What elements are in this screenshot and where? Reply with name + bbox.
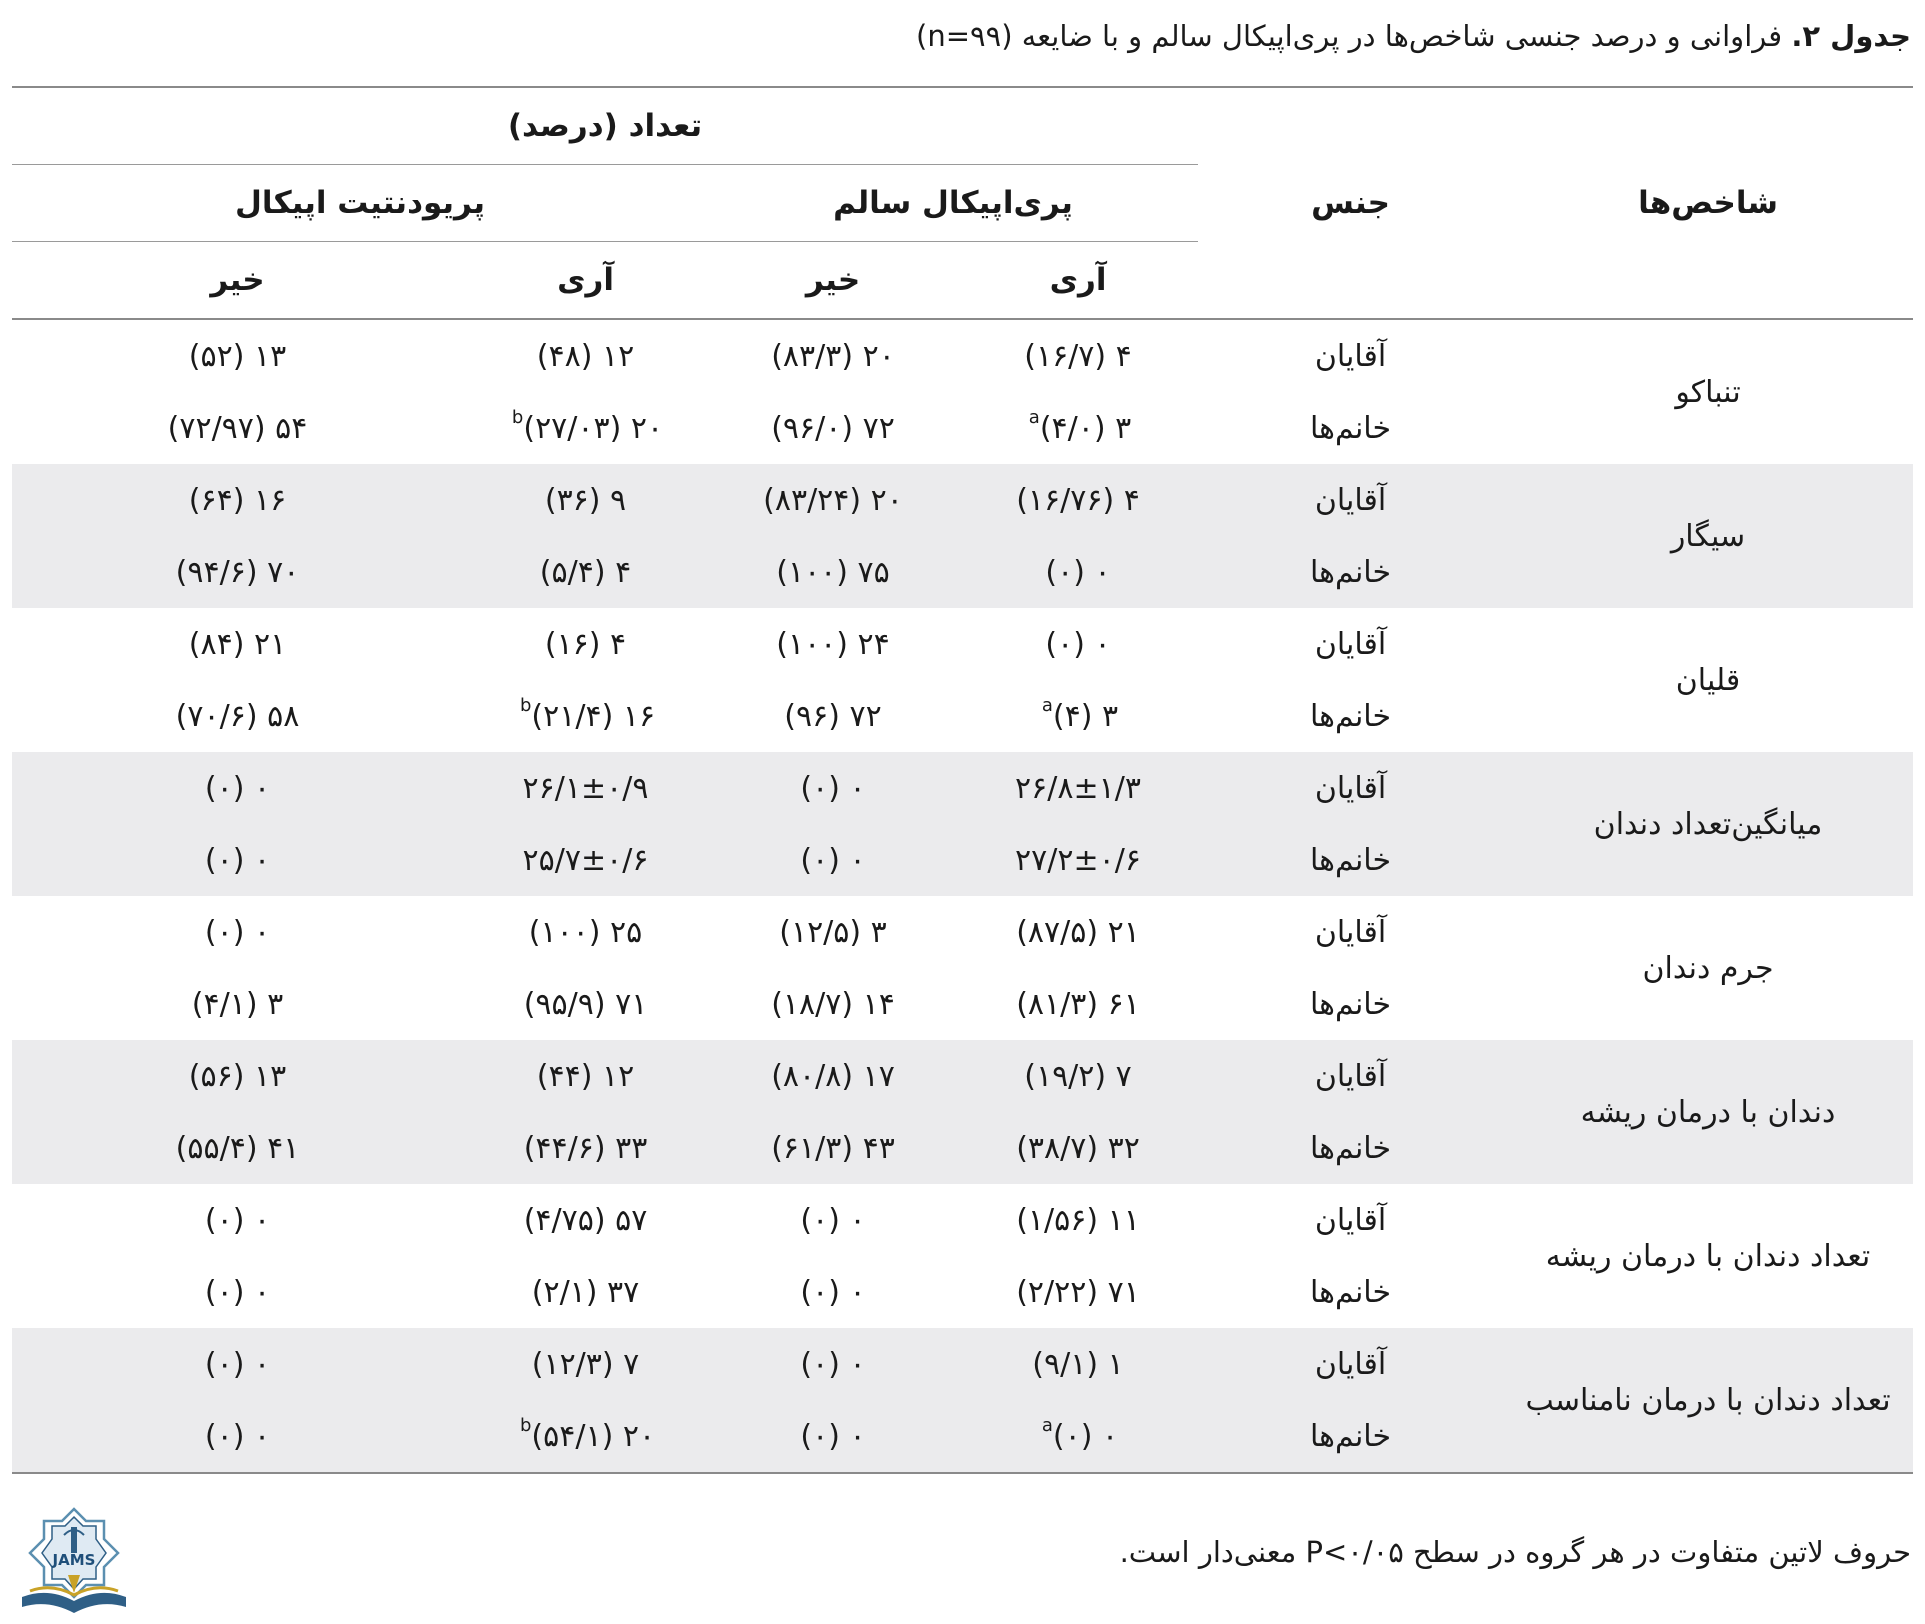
header-periodontitis-no: خیر [12, 242, 463, 320]
healthy-yes-cell-value: ۴ (۱۶/۷) [1024, 338, 1132, 374]
healthy-yes-cell-value: ۳ (۴) [1052, 698, 1119, 734]
healthy-no-cell [708, 536, 958, 608]
periodontitis-no-cell [12, 392, 463, 464]
periodontitis-yes-cell [463, 752, 708, 824]
periodontitis-yes-cell [463, 536, 708, 608]
data-table [12, 86, 1913, 1474]
periodontitis-no-cell [12, 1256, 463, 1328]
healthy-no-cell-value: ۰ (۰) [800, 1202, 866, 1238]
periodontitis-yes-cell [463, 392, 708, 464]
healthy-no-cell-value: ۰ (۰) [800, 1418, 866, 1454]
logo-text: JAMS [52, 1551, 96, 1569]
periodontitis-yes-cell [463, 824, 708, 896]
healthy-yes-cell-value: ۱۱ (۱/۵۶) [1016, 1202, 1140, 1238]
jams-logo-icon [14, 1505, 134, 1617]
periodontitis-no-cell [12, 1112, 463, 1184]
periodontitis-no-cell-value: ۰ (۰) [204, 842, 271, 878]
periodontitis-yes-cell [463, 1400, 708, 1473]
periodontitis-yes-cell-value: ۲۰ (۲۷/۰۳) [523, 410, 664, 446]
periodontitis-no-cell-value: ۲۱ (۸۴) [188, 626, 287, 662]
periodontitis-no-cell [12, 536, 463, 608]
healthy-no-cell [708, 1040, 958, 1112]
header-healthy-no: خیر [708, 242, 958, 320]
sex-cell [1198, 896, 1503, 968]
healthy-yes-cell-value: ۲۱ (۸۷/۵) [1016, 914, 1140, 950]
healthy-no-cell [708, 824, 958, 896]
healthy-no-cell-value: ۲۴ (۱۰۰) [776, 626, 890, 662]
periodontitis-no-cell-value: ۱۳ (۵۶) [188, 1058, 287, 1094]
sex-cell [1198, 1256, 1503, 1328]
healthy-yes-cell [958, 1112, 1198, 1184]
healthy-no-cell-value: ۷۵ (۱۰۰) [776, 554, 890, 590]
healthy-yes-cell [958, 896, 1198, 968]
sex-cell-value: آقایان [1314, 1202, 1387, 1238]
indicator-cell: تعداد دندان با درمان ریشه [1545, 1238, 1871, 1274]
indicator-cell: میانگین‌تعداد دندان [1503, 752, 1913, 896]
sex-cell-value: آقایان [1314, 1346, 1387, 1382]
periodontitis-no-cell [12, 1400, 463, 1473]
healthy-no-cell-value: ۰ (۰) [800, 1274, 866, 1310]
periodontitis-no-cell-value: ۰ (۰) [204, 1202, 271, 1238]
healthy-yes-cell [958, 680, 1198, 752]
healthy-no-cell-value: ۲۰ (۸۳/۲۴) [763, 482, 903, 518]
indicator-cell: دندان با درمان ریشه [1503, 1040, 1913, 1184]
sex-cell [1198, 1400, 1503, 1473]
periodontitis-no-cell [12, 1040, 463, 1112]
healthy-no-cell-value: ۰ (۰) [800, 1346, 866, 1382]
sex-cell-value: خانم‌ها [1310, 410, 1391, 446]
periodontitis-yes-cell [463, 608, 708, 680]
healthy-yes-cell [958, 536, 1198, 608]
healthy-yes-cell [958, 968, 1198, 1040]
periodontitis-yes-cell-value: ۷ (۱۲/۳) [531, 1346, 640, 1382]
periodontitis-no-cell-value: ۰ (۰) [204, 770, 271, 806]
indicator-cell: قلیان [1675, 662, 1741, 698]
sex-cell [1198, 824, 1503, 896]
sex-cell-value: آقایان [1314, 482, 1387, 518]
healthy-no-cell [708, 1328, 958, 1400]
healthy-yes-cell-value: ۳۲ (۳۸/۷) [1016, 1130, 1140, 1166]
significance-mark: b [511, 406, 524, 428]
periodontitis-no-cell [12, 752, 463, 824]
periodontitis-yes-cell-value: ۲۰ (۵۴/۱) [531, 1418, 656, 1454]
sex-cell [1198, 680, 1503, 752]
periodontitis-yes-cell [463, 1040, 708, 1112]
periodontitis-yes-cell [463, 1112, 708, 1184]
sex-cell-value: خانم‌ها [1310, 1274, 1391, 1310]
indicator-cell: تنباکو [1675, 374, 1741, 410]
header-indicators: شاخص‌ها [1503, 87, 1913, 319]
healthy-yes-cell [958, 1256, 1198, 1328]
periodontitis-no-cell [12, 968, 463, 1040]
significance-mark: a [1041, 694, 1053, 716]
healthy-no-cell-value: ۷۲ (۹۶/۰) [771, 410, 895, 446]
healthy-no-cell [708, 752, 958, 824]
healthy-yes-cell-value: ۴ (۱۶/۷۶) [1016, 482, 1140, 518]
table-row [12, 1328, 1913, 1400]
table-row [12, 1184, 1913, 1256]
periodontitis-yes-cell-value: ۳۷ (۲/۱) [531, 1274, 640, 1310]
periodontitis-yes-cell [463, 896, 708, 968]
periodontitis-yes-cell-value: ۳۳ (۴۴/۶) [523, 1130, 648, 1166]
periodontitis-yes-cell [463, 968, 708, 1040]
periodontitis-yes-cell-value: ۴ (۱۶) [544, 626, 627, 662]
sex-cell-value: خانم‌ها [1310, 842, 1391, 878]
healthy-no-cell [708, 1256, 958, 1328]
periodontitis-no-cell-value: ۵۸ (۷۰/۶) [175, 698, 300, 734]
caption-text: فراوانی و درصد جنسی شاخص‌ها در پری‌اپیکال سالم و با ضایعه (n=۹۹) [916, 19, 1783, 53]
header-count-percent: تعداد (درصد) [12, 87, 1198, 165]
healthy-no-cell-value: ۷۲ (۹۶) [784, 698, 882, 734]
healthy-yes-cell [958, 464, 1198, 536]
sex-cell [1198, 536, 1503, 608]
healthy-no-cell [708, 1184, 958, 1256]
healthy-no-cell-value: ۴۳ (۶۱/۳) [771, 1130, 895, 1166]
periodontitis-yes-cell [463, 680, 708, 752]
periodontitis-yes-cell-value: ۱۶ (۲۱/۴) [531, 698, 656, 734]
healthy-yes-cell-value: ۱ (۹/۱) [1032, 1346, 1124, 1382]
periodontitis-no-cell-value: ۵۴ (۷۲/۹۷) [167, 410, 308, 446]
periodontitis-yes-cell [463, 1256, 708, 1328]
healthy-no-cell-value: ۱۴ (۱۸/۷) [771, 986, 895, 1022]
periodontitis-yes-cell-value: ۲۵ (۱۰۰) [528, 914, 643, 950]
healthy-yes-cell-value: ۳ (۴/۰) [1039, 410, 1132, 446]
healthy-yes-cell [958, 1400, 1198, 1473]
healthy-yes-cell [958, 1040, 1198, 1112]
table-row [12, 896, 1913, 968]
periodontitis-no-cell-value: ۰ (۰) [204, 1274, 271, 1310]
periodontitis-no-cell-value: ۴۱ (۵۵/۴) [175, 1130, 300, 1166]
periodontitis-no-cell-value: ۷۰ (۹۴/۶) [175, 554, 300, 590]
significance-mark: b [519, 694, 532, 716]
periodontitis-no-cell-value: ۰ (۰) [204, 1346, 271, 1382]
periodontitis-yes-cell-value: ۲۶/۱±۰/۹ [522, 770, 649, 806]
healthy-yes-cell [958, 1184, 1198, 1256]
sex-cell [1198, 464, 1503, 536]
periodontitis-no-cell [12, 896, 463, 968]
periodontitis-no-cell-value: ۰ (۰) [204, 914, 271, 950]
header-periodontitis-yes: آری [463, 242, 708, 320]
periodontitis-no-cell [12, 319, 463, 392]
periodontitis-yes-cell-value: ۹ (۳۶) [544, 482, 627, 518]
healthy-yes-cell [958, 824, 1198, 896]
jams-logo [14, 1505, 134, 1617]
table-body [12, 319, 1913, 1473]
significance-mark: a [1028, 406, 1040, 428]
sex-cell-value: خانم‌ها [1310, 986, 1391, 1022]
header-healthy-yes: آری [958, 242, 1198, 320]
indicator-cell: سیگار [1503, 464, 1913, 608]
sex-cell-value: خانم‌ها [1310, 1418, 1391, 1454]
healthy-no-cell [708, 608, 958, 680]
footnote: حروف لاتین متفاوت در هر گروه در سطح P<۰/۰۵ معنی‌دار است. [1119, 1535, 1911, 1569]
periodontitis-yes-cell [463, 319, 708, 392]
healthy-no-cell [708, 1400, 958, 1473]
sex-cell [1198, 1184, 1503, 1256]
periodontitis-no-cell-value: ۰ (۰) [204, 1418, 271, 1454]
periodontitis-yes-cell-value: ۵۷ (۴/۷۵) [523, 1202, 648, 1238]
periodontitis-yes-cell-value: ۱۲ (۴۴) [536, 1058, 635, 1094]
periodontitis-no-cell-value: ۳ (۴/۱) [191, 986, 284, 1022]
healthy-yes-cell-value: ۲۶/۸±۱/۳ [1015, 770, 1141, 806]
table-caption [31, 14, 1911, 58]
periodontitis-yes-cell-value: ۲۵/۷±۰/۶ [522, 842, 649, 878]
sex-cell-value: آقایان [1314, 770, 1387, 806]
healthy-no-cell-value: ۰ (۰) [800, 842, 866, 878]
sex-cell [1198, 608, 1503, 680]
healthy-no-cell-value: ۰ (۰) [800, 770, 866, 806]
periodontitis-yes-cell [463, 1328, 708, 1400]
healthy-yes-cell-value: ۶۱ (۸۱/۳) [1016, 986, 1140, 1022]
header-healthy: پری‌اپیکال سالم [708, 165, 1198, 242]
periodontitis-no-cell-value: ۱۶ (۶۴) [188, 482, 287, 518]
periodontitis-yes-cell-value: ۱۲ (۴۸) [536, 338, 635, 374]
healthy-no-cell-value: ۱۷ (۸۰/۸) [771, 1058, 895, 1094]
periodontitis-yes-cell-value: ۴ (۵/۴) [539, 554, 632, 590]
sex-cell-value: آقایان [1314, 626, 1387, 662]
sex-cell [1198, 752, 1503, 824]
healthy-no-cell-value: ۲۰ (۸۳/۳) [771, 338, 895, 374]
healthy-yes-cell [958, 752, 1198, 824]
healthy-no-cell [708, 896, 958, 968]
sex-cell-value: آقایان [1314, 338, 1387, 374]
table-row [12, 752, 1913, 824]
periodontitis-no-cell [12, 464, 463, 536]
sex-cell [1198, 1040, 1503, 1112]
healthy-no-cell [708, 1112, 958, 1184]
healthy-yes-cell [958, 319, 1198, 392]
periodontitis-no-cell [12, 824, 463, 896]
healthy-no-cell [708, 680, 958, 752]
healthy-no-cell [708, 464, 958, 536]
healthy-yes-cell [958, 1328, 1198, 1400]
sex-cell [1198, 968, 1503, 1040]
healthy-no-cell-value: ۳ (۱۲/۵) [779, 914, 887, 950]
indicator-cell: تعداد دندان با درمان نامناسب [1503, 1328, 1913, 1473]
sex-cell-value: آقایان [1314, 914, 1387, 950]
periodontitis-no-cell [12, 680, 463, 752]
periodontitis-yes-cell [463, 1184, 708, 1256]
table-row [12, 608, 1913, 680]
header-sex: جنس [1198, 87, 1503, 319]
healthy-yes-cell [958, 392, 1198, 464]
healthy-yes-cell-value: ۲۷/۲±۰/۶ [1015, 842, 1141, 878]
healthy-no-cell [708, 392, 958, 464]
healthy-yes-cell [958, 608, 1198, 680]
healthy-yes-cell-value: ۰ (۰) [1045, 554, 1111, 590]
header-periodontitis: پریودنتیت اپیکال [12, 165, 708, 242]
caption-label: جدول ۲. [1791, 19, 1911, 53]
healthy-no-cell [708, 319, 958, 392]
periodontitis-no-cell [12, 1184, 463, 1256]
healthy-yes-cell-value: ۰ (۰) [1045, 626, 1111, 662]
sex-cell [1198, 1112, 1503, 1184]
healthy-yes-cell-value: ۷۱ (۲/۲۲) [1016, 1274, 1140, 1310]
sex-cell [1198, 1328, 1503, 1400]
sex-cell-value: خانم‌ها [1310, 554, 1391, 590]
periodontitis-no-cell-value: ۱۳ (۵۲) [188, 338, 287, 374]
significance-mark: a [1041, 1414, 1053, 1436]
table-row [12, 1040, 1913, 1112]
sex-cell [1198, 319, 1503, 392]
healthy-no-cell [708, 968, 958, 1040]
periodontitis-no-cell [12, 608, 463, 680]
table-row [12, 464, 1913, 536]
indicator-cell: جرم دندان [1642, 950, 1774, 986]
sex-cell-value: آقایان [1314, 1058, 1387, 1094]
table-row [12, 319, 1913, 392]
healthy-yes-cell-value: ۰ (۰) [1052, 1418, 1119, 1454]
sex-cell [1198, 392, 1503, 464]
sex-cell-value: خانم‌ها [1310, 1130, 1391, 1166]
periodontitis-no-cell [12, 1328, 463, 1400]
periodontitis-yes-cell-value: ۷۱ (۹۵/۹) [523, 986, 648, 1022]
significance-mark: b [519, 1414, 532, 1436]
healthy-yes-cell-value: ۷ (۱۹/۲) [1024, 1058, 1132, 1094]
periodontitis-yes-cell [463, 464, 708, 536]
sex-cell-value: خانم‌ها [1310, 698, 1391, 734]
